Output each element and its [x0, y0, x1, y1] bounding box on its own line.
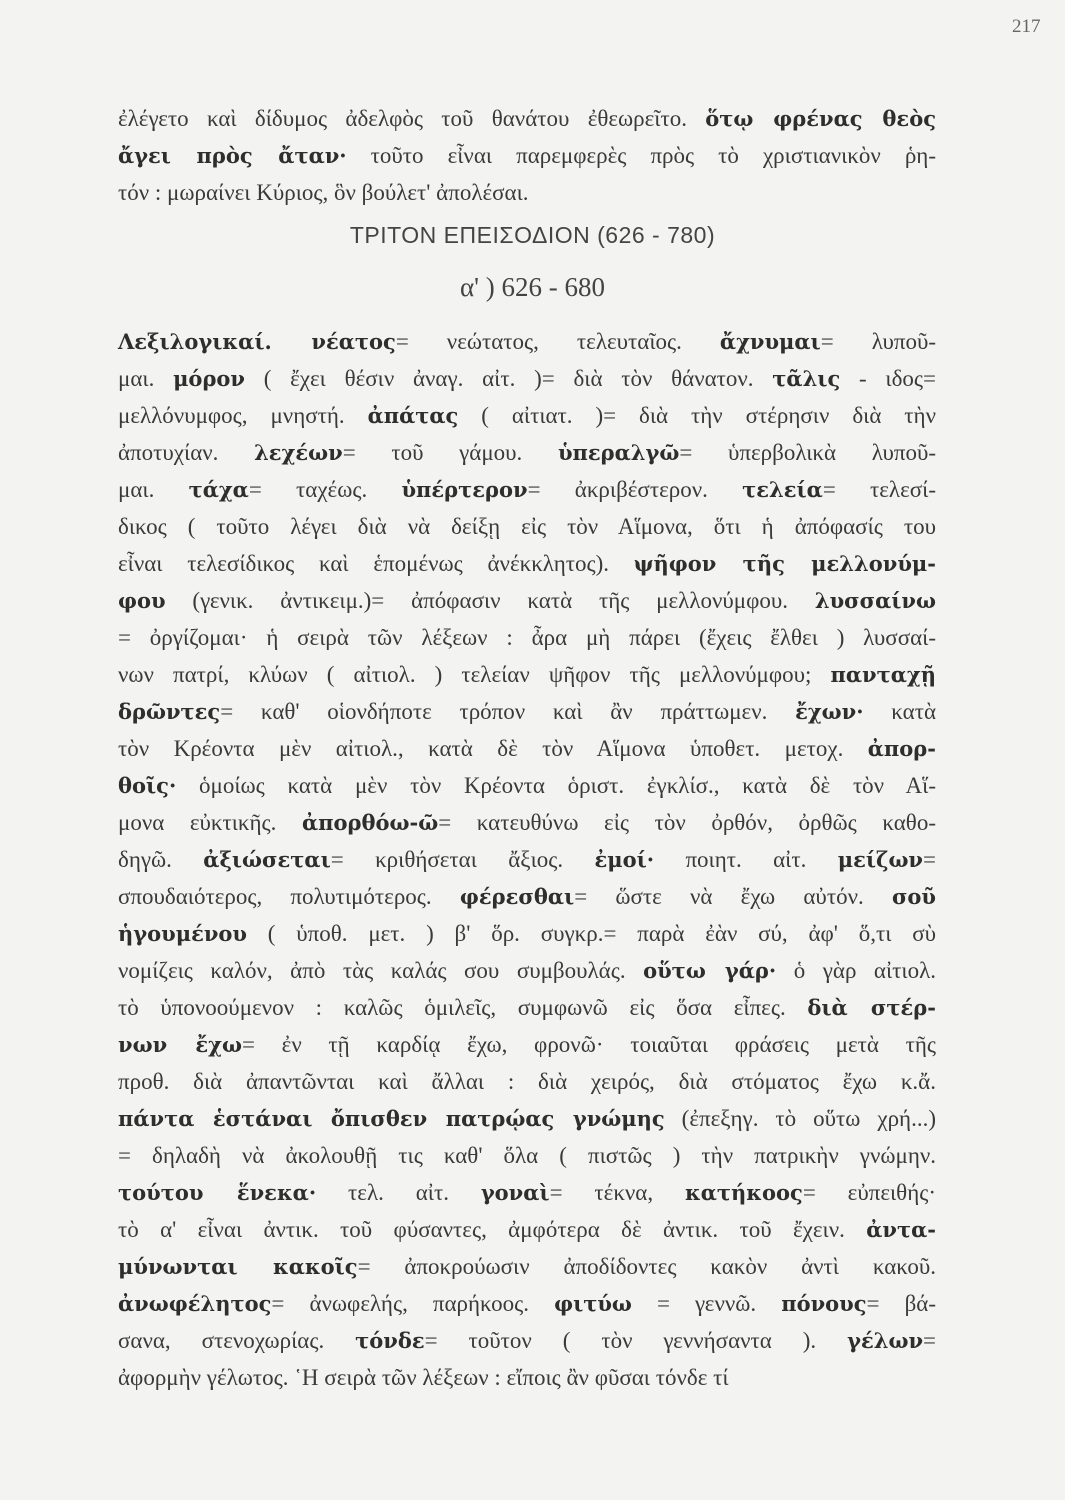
text-segment: μαι. [118, 366, 174, 391]
text-line [118, 878, 936, 915]
headword: φιτύω [554, 1291, 632, 1316]
text-segment: - ιδος= [840, 366, 937, 391]
section-title: ΤΡΙΤΟΝ ΕΠΕΙΣΟΔΙΟΝ (626 - 780) [349, 222, 716, 248]
text-line [118, 174, 936, 211]
headword: ἀπορθόω-ῶ [302, 810, 439, 835]
text-segment: = καθ' οἱονδήποτε τρόπον καὶ ἂν πράττωμεν. [220, 699, 796, 724]
text-line [118, 804, 936, 841]
text-segment: = ὥστε νὰ ἔχω αὐτόν. [574, 884, 892, 909]
text-segment: = νεώτατος, τελευταῖος. [395, 329, 720, 354]
text-segment: ἀποτυχίαν. [118, 440, 255, 465]
text-line [118, 730, 936, 767]
subsection-title: α' ) 626 - 680 [460, 272, 605, 302]
headword: ἔχων· [795, 699, 864, 724]
text-segment: = [923, 1328, 936, 1353]
headword: γέλων [847, 1328, 924, 1353]
headword: φέρεσθαι [459, 884, 575, 909]
text-line [118, 767, 936, 804]
text-line [118, 1063, 936, 1100]
text-segment: = ἀκριβέστερον. [527, 477, 743, 502]
headword: μύνωνται κακοῖς [118, 1254, 358, 1279]
headword: πανταχῇ [830, 662, 936, 687]
headword: ἀπορ- [867, 736, 936, 761]
text-segment: τὸ ὑπονοούμενον : καλῶς ὁμιλεῖς, συμφωνῶ εἰς ὅσα εἶπες. [118, 995, 808, 1020]
text-segment: = [923, 847, 936, 872]
text-line [118, 1026, 936, 1063]
text-line [118, 989, 936, 1026]
text-line [118, 1359, 936, 1396]
text-segment: = ὀργίζομαι· ἡ σειρὰ τῶν λέξεων : ἆρα μὴ πάρει (ἔχεις ἔλθει ) λυσσαί- [118, 625, 936, 650]
text-segment: = δηλαδὴ νὰ ἀκολουθῇ τις καθ' ὅλα ( πιστῶς ) τὴν πατρικὴν γνώμην. [118, 1143, 936, 1168]
text-segment: ( ὑποθ. μετ. ) β' ὅρ. συγκρ.= παρὰ ἐὰν σύ, ἀφ' ὅ,τι σὺ [247, 921, 936, 946]
text-segment: = τέκνα, [549, 1180, 685, 1205]
text-line [118, 434, 936, 471]
headword: τούτου ἕνεκα· [118, 1180, 317, 1205]
text-line [118, 1322, 936, 1359]
text-segment: δικος ( τοῦτο λέγει διὰ νὰ δείξῃ εἰς τὸν Αἵμονα, ὅτι ἡ ἀπόφασίς του [118, 514, 936, 539]
text-segment: = ἀνωφελής, παρήκοος. [271, 1291, 555, 1316]
text-segment: = ἀποκρούωσιν ἀποδίδοντες κακὸν ἀντὶ κακοῦ. [357, 1254, 937, 1279]
text-segment: = κριθήσεται ἄξιος. [330, 847, 595, 872]
text-segment: προθ. διὰ ἀπαντῶνται καὶ ἄλλαι : διὰ χειρός, διὰ στόματος ἔχω κ.ἄ. [118, 1069, 936, 1094]
headword: ἄχνυμαι [719, 329, 821, 354]
text-segment: = ταχέως. [248, 477, 402, 502]
headword: ὑπέρτερον [401, 477, 528, 502]
text-segment: τοῦτο εἶναι παρεμφερὲς πρὸς τὸ χριστιανικὸν ῥη- [346, 143, 936, 168]
intro-paragraph [118, 100, 936, 211]
text-segment: (γενικ. ἀντικειμ.)= ἀπόφασιν κατὰ τῆς μελλονύμφου. [165, 588, 815, 613]
text-segment: = λυποῦ- [820, 329, 937, 354]
text-segment: μελλόνυμφος, μνηστή. [118, 403, 368, 428]
text-segment: μονα εὐκτικῆς. [118, 810, 302, 835]
text-line [118, 841, 936, 878]
headword: μόρον [173, 366, 245, 391]
headword: ὅτῳ φρένας θεὸς [705, 106, 936, 131]
text-segment: ὁ γὰρ αἰτιολ. [776, 958, 937, 983]
headword: τελεία [742, 477, 823, 502]
text-line [118, 1174, 936, 1211]
text-segment: τόν : μωραίνει Κύριος, ὃν βούλετ' ἀπολέσαι. [118, 180, 529, 205]
headword: πάντα ἑστάναι ὄπισθεν πατρῴας γνώμης [118, 1106, 665, 1131]
page-number: 217 [1012, 16, 1041, 37]
headword: δρῶντες [118, 699, 221, 724]
text-line [118, 619, 936, 656]
headword: διὰ στέρ- [807, 995, 936, 1020]
text-line [118, 545, 936, 582]
headword: ἀπάτας [367, 403, 459, 428]
text-line [118, 471, 936, 508]
text-line [118, 693, 936, 730]
text-segment: ποιητ. αἰτ. [654, 847, 838, 872]
glossary-paragraph [118, 323, 936, 1396]
text-segment: εἶναι τελεσίδικος καὶ ἑπομένως ἀνέκκλητος). [118, 551, 634, 576]
text-line [118, 397, 936, 434]
text-line [118, 1137, 936, 1174]
headword: ἀξιώσεται [203, 847, 331, 872]
text-line [118, 1285, 936, 1322]
headword: σοῦ [891, 884, 936, 909]
text-segment: = εὐπειθής· [802, 1180, 936, 1205]
text-segment: νων πατρί, κλύων ( αἰτιολ. ) τελείαν ψῆφον τῆς μελλονύμφου; [118, 662, 831, 687]
text-segment: μαι. [118, 477, 189, 502]
text-segment: κατὰ [863, 699, 937, 724]
headword: τάχα [188, 477, 249, 502]
text-line [118, 582, 936, 619]
headword: φου [118, 588, 166, 613]
headword: ὑπεραλγῶ [557, 440, 680, 465]
headword: ἄγει πρὸς ἄταν· [118, 143, 347, 168]
text-segment: (ἐπεξηγ. τὸ οὕτω χρή...) [664, 1106, 936, 1131]
text-segment: σπουδαιότερος, πολυτιμότερος. [118, 884, 460, 909]
headword: Λεξιλογικαί. νέατος [118, 329, 396, 354]
headword: θοῖς· [118, 773, 177, 798]
text-line [118, 952, 936, 989]
text-line [118, 1211, 936, 1248]
text-segment: ὁμοίως κατὰ μὲν τὸν Κρέοντα ὁριστ. ἐγκλίσ., κατὰ δὲ τὸν Αἵ- [176, 773, 936, 798]
text-segment: ( ἔχει θέσιν ἀναγ. αἰτ. )= διὰ τὸν θάνατον. [244, 366, 773, 391]
text-line [118, 360, 936, 397]
text-segment: ( αἰτιατ. )= διὰ τὴν στέρησιν διὰ τὴν [458, 403, 936, 428]
text-segment: τὸ α' εἶναι ἀντικ. τοῦ φύσαντες, ἀμφότερα δὲ ἀντικ. τοῦ ἔχειν. [118, 1217, 867, 1242]
text-line [118, 323, 936, 360]
headword: ψῆφον τῆς μελλονύμ- [633, 551, 936, 576]
text-line [118, 1100, 936, 1137]
headword: ἀντα- [866, 1217, 936, 1242]
headword: κατήκοος [684, 1180, 803, 1205]
text-line [118, 508, 936, 545]
headword: μείζων [837, 847, 924, 872]
headword: λυσσαίνω [814, 588, 936, 613]
text-line [118, 915, 936, 952]
text-line [118, 137, 936, 174]
headword: ἀνωφέλητος [118, 1291, 272, 1316]
text-segment: ἐλέγετο καὶ δίδυμος ἀδελφὸς τοῦ θανάτου ἐθεωρεῖτο. [118, 106, 706, 131]
text-segment: = γεννῶ. [631, 1291, 782, 1316]
text-segment: τελ. αἰτ. [316, 1180, 481, 1205]
headword: λεχέων [254, 440, 343, 465]
text-line [118, 656, 936, 693]
text-line [118, 100, 936, 137]
text-segment: = τελεσί- [822, 477, 936, 502]
headword: ἐμοί· [594, 847, 655, 872]
text-line [118, 1248, 936, 1285]
text-segment: = βά- [866, 1291, 936, 1316]
text-segment: = τοῦ γάμου. [342, 440, 558, 465]
text-segment: = τοῦτον ( τὸν γεννήσαντα ). [424, 1328, 848, 1353]
headword: πόνους [781, 1291, 867, 1316]
text-segment: ἀφορμὴν γέλωτος. ῾Η σειρὰ τῶν λέξεων : εἴποις ἂν φῦσαι τόνδε τί [118, 1365, 729, 1390]
text-segment: = κατευθύνω εἰς τὸν ὀρθόν, ὀρθῶς καθο- [438, 810, 936, 835]
headword: τόνδε [355, 1328, 425, 1353]
headword: οὕτω γάρ· [643, 958, 777, 983]
text-segment: = ὑπερβολικὰ λυποῦ- [679, 440, 936, 465]
headword: νων ἔχω [118, 1032, 242, 1057]
headword: ἡγουμένου [118, 921, 247, 946]
headword: τᾶλις [772, 366, 841, 391]
text-segment: = ἐν τῇ καρδίᾳ ἔχω, φρονῶ· τοιαῦται φράσεις μετὰ τῆς [241, 1032, 936, 1057]
text-segment: δηγῶ. [118, 847, 204, 872]
text-segment: τὸν Κρέοντα μὲν αἰτιολ., κατὰ δὲ τὸν Αἵμονα ὑποθετ. μετοχ. [118, 736, 868, 761]
headword: γοναὶ [480, 1180, 550, 1205]
text-segment: σανα, στενοχωρίας. [118, 1328, 356, 1353]
text-segment: νομίζεις καλόν, ἀπὸ τὰς καλάς σου συμβουλάς. [118, 958, 644, 983]
